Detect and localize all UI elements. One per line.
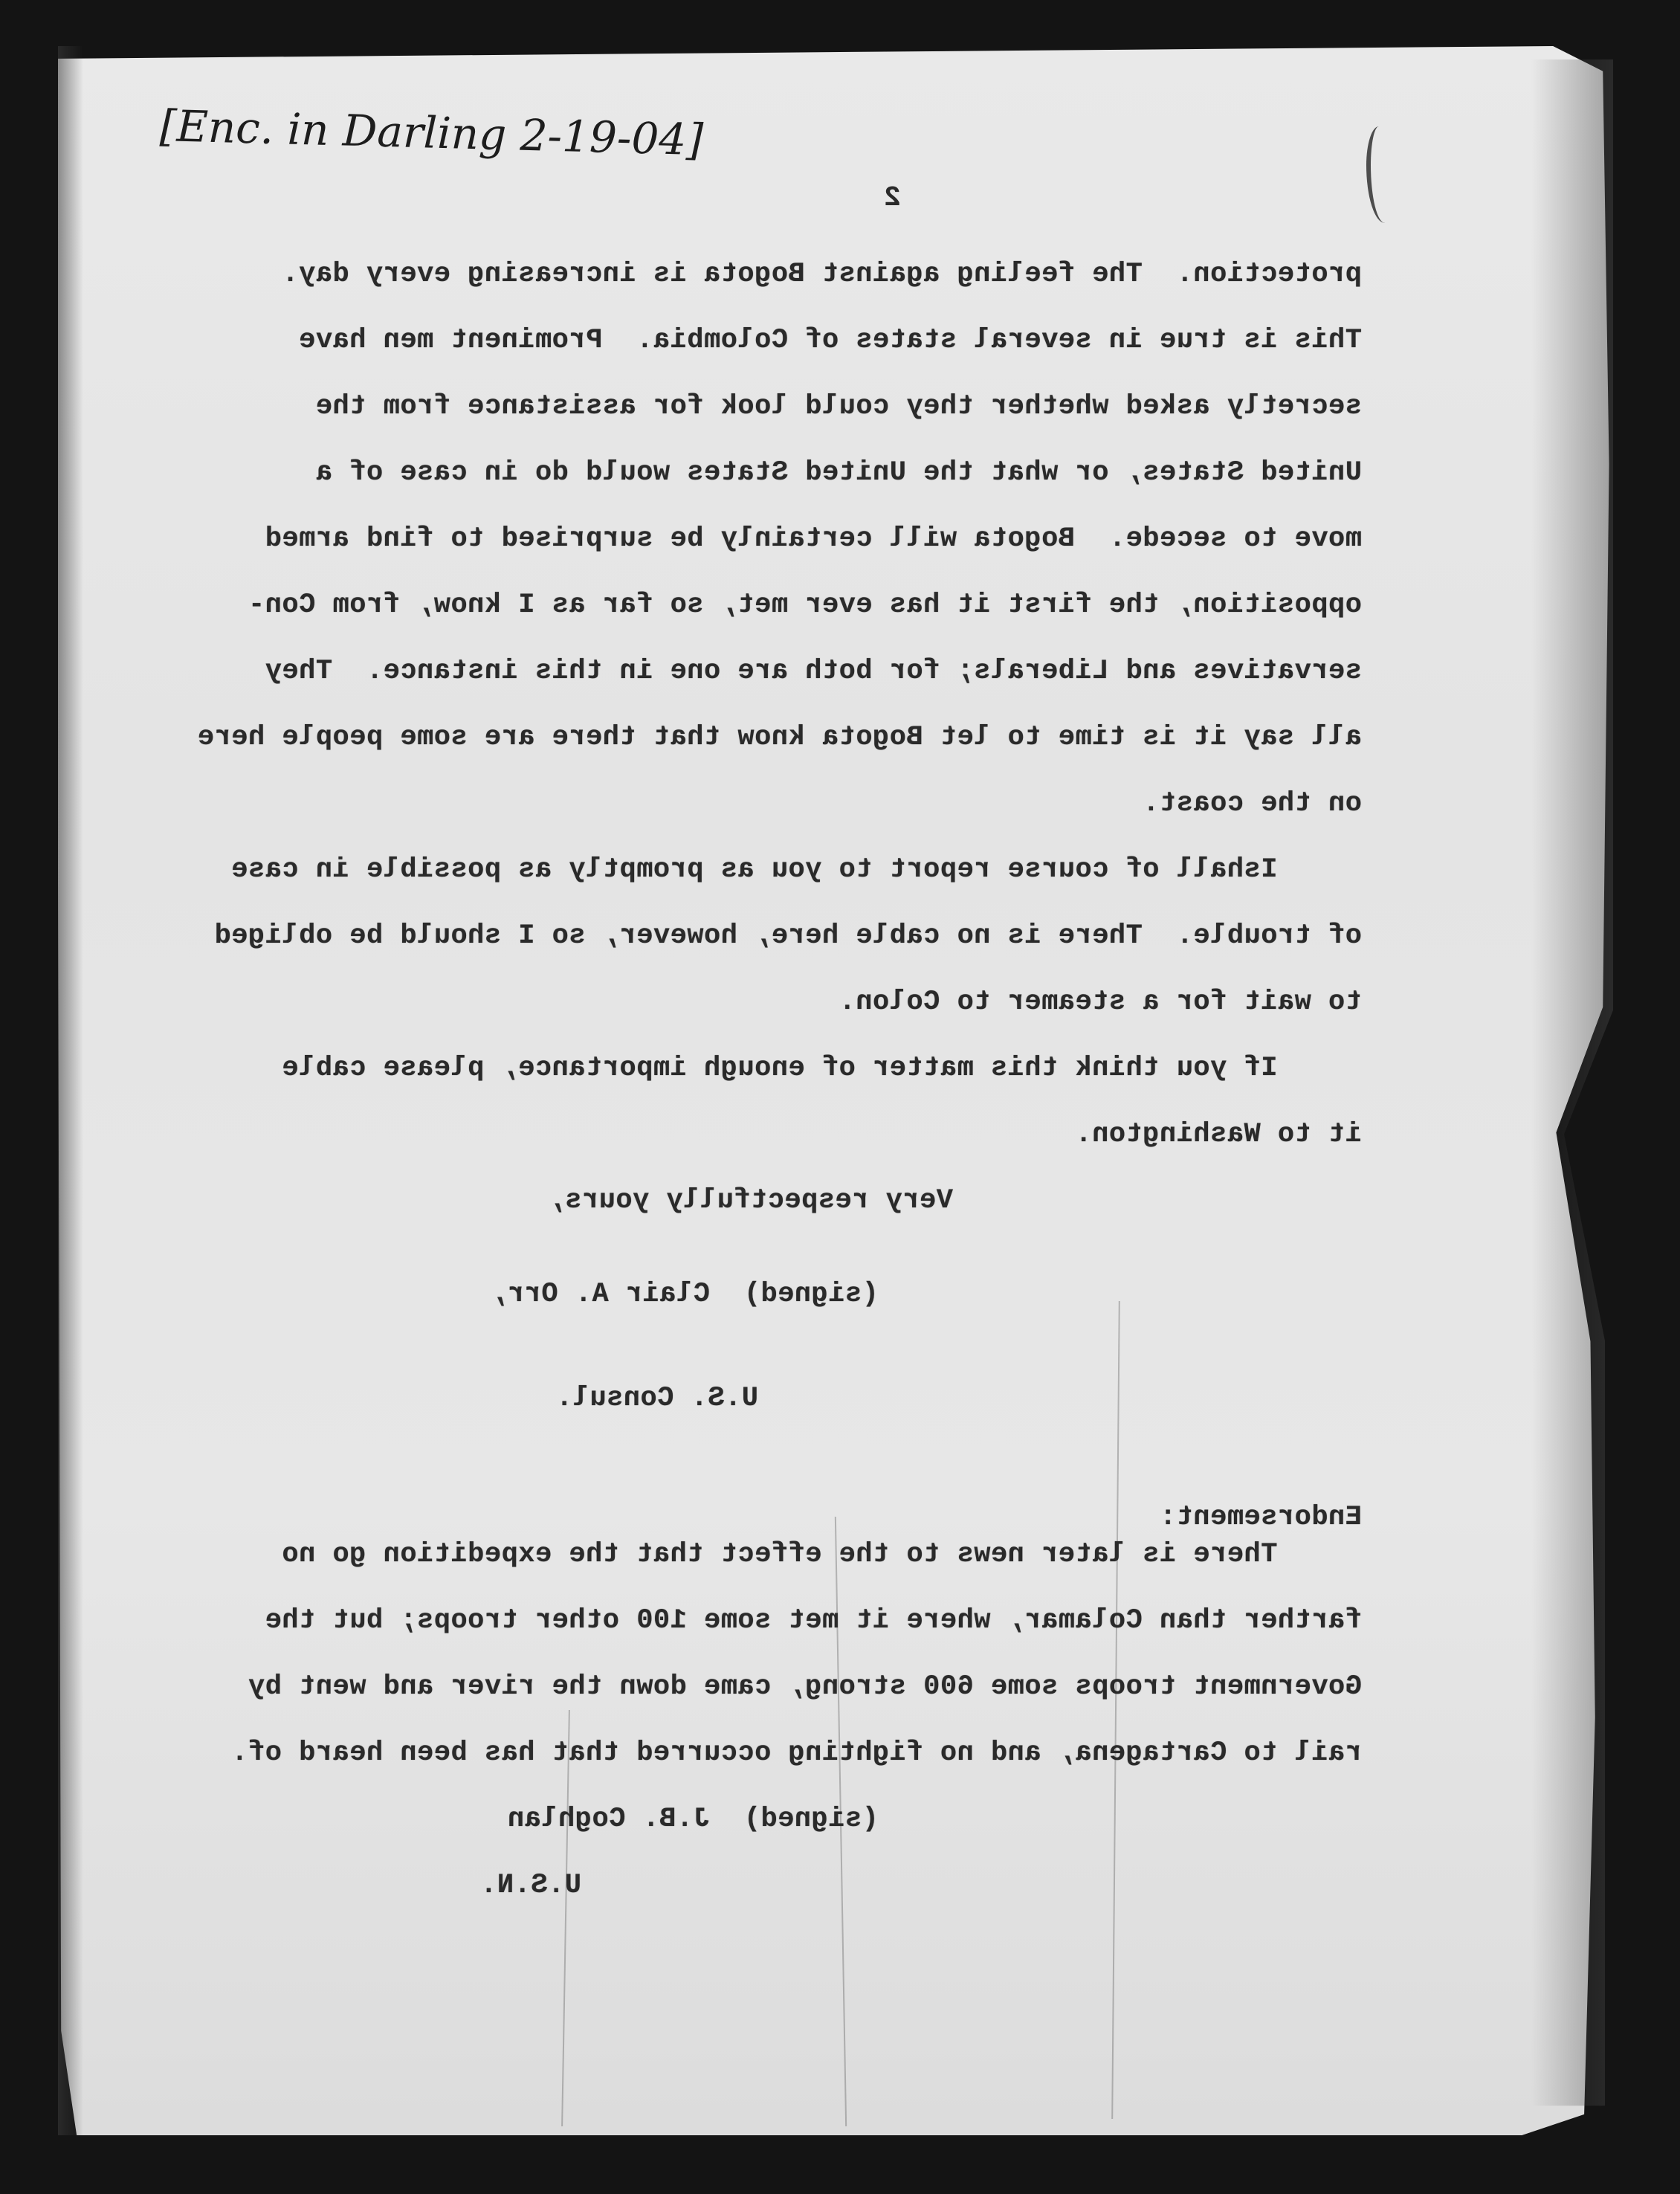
body-line: United States, or what the United States would do in case of a [315, 457, 1362, 488]
body-line: If you think this matter of enough importance, please cable [281, 1053, 1362, 1084]
body-line: all say it is time to let Bogota know that there are some people here [197, 722, 1362, 753]
body-line: This is true in several states of Colombia. Prominent men have [298, 325, 1362, 356]
handwritten-enclosure-note: [Enc. in Darling 2-19-04] [159, 100, 704, 166]
body-line: on the coast. [1142, 788, 1362, 819]
page-number: 2 [884, 182, 901, 214]
endorsement-line: Government troops some 600 strong, came down the river and went by [248, 1671, 1362, 1703]
endorsement-signature: (signed) J.B. Coghlan [507, 1804, 879, 1835]
body-line: protection. The feeling against Bogota is increasing every day. [281, 259, 1362, 290]
body-line: opposition, the first it has ever met, so far as I know, from Con- [248, 590, 1362, 621]
endorsement-heading: Endorsement: [1159, 1502, 1362, 1533]
body-line: it to Washington. [1075, 1119, 1362, 1150]
body-line: secretly asked whether they could look for assistance from the [315, 391, 1362, 422]
endorsement-line: farther than Colamar, where it met some 100 other troops; but the [265, 1605, 1362, 1636]
body-line: servatives and Liberals; for both are one in this instance. They [265, 656, 1362, 687]
closing-signature: (signed) Clair A. Orr, [490, 1279, 879, 1310]
endorsement-line: rail to Cartagena, and no fighting occurred that has been heard of. [230, 1738, 1362, 1769]
body-line: Ishall of course report to you as promptly as possible in case [230, 854, 1362, 885]
endorsement-title: U.S.N. [479, 1870, 581, 1901]
body-line: to wait for a steamer to Colon. [839, 987, 1362, 1018]
closing-title: U.S. Consul. [555, 1383, 758, 1414]
body-line: of trouble. There is no cable here, however, so I should be obliged [214, 920, 1362, 952]
endorsement-line: There is later news to the effect that the expedition go no [281, 1539, 1362, 1570]
body-line: move to secede. Bogota will certainly be surprised to find armed [265, 523, 1362, 555]
closing-salutation: Very respectfully yours, [548, 1185, 953, 1216]
